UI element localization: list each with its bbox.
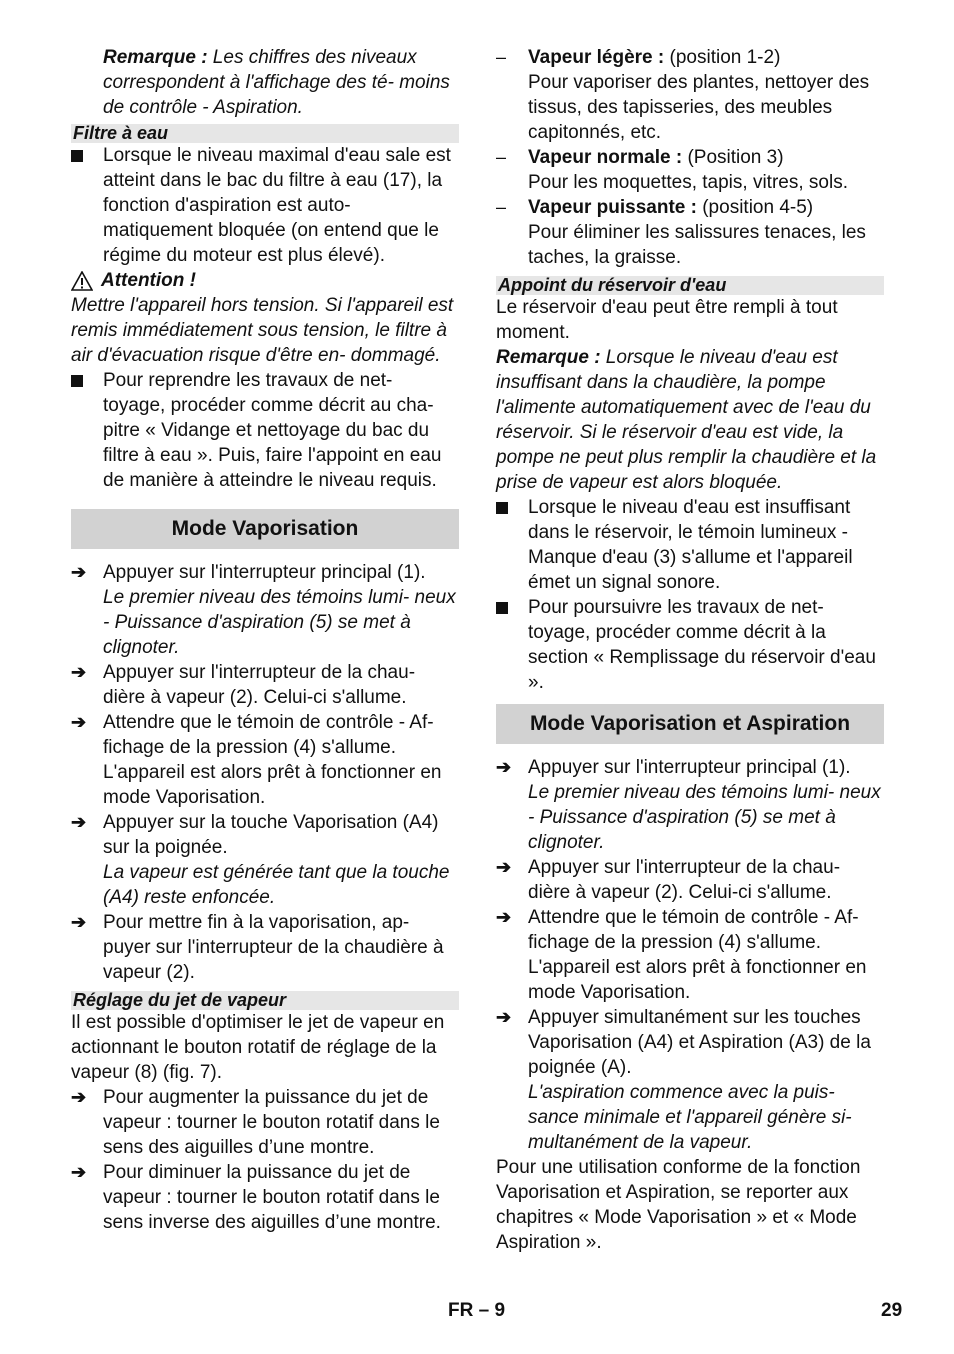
note-label: Remarque : [103, 47, 208, 68]
resume-bullet: Pour reprendre les travaux de net- toyage, procéder comme décrit au cha- pitre « Vidange et nettoyage du bac du filtre à eau ». Puis, faire l'appoint en eau de manière à atteindre le niveau requis. [71, 368, 459, 493]
bullet-text: Lorsque le niveau d'eau est insuffisant dans le réservoir, le témoin lumineux - Manque d'eau (3) s'allume et l'appareil émet un signal sonore. [528, 497, 853, 593]
bullet-item [496, 495, 884, 595]
filter-heading: Filtre à eau [71, 124, 459, 143]
steam-level-item [496, 195, 884, 270]
combo-outro: Pour une utilisation conforme de la fonction Vaporisation et Aspiration, se reporter aux chapitres « Mode Vaporisation » et « Mode Aspiration ». [496, 1157, 861, 1253]
section-number: FR – 9 [448, 1300, 506, 1321]
page-number: 29 [881, 1300, 903, 1321]
refill-note: Remarque : Lorsque le niveau d'eau est insuffisant dans la chaudière, la pompe l'alimente automatiquement avec de l'eau du réservoir. Si le réservoir d'eau est vide, la pompe ne peut plus remplir la chaudière et la prise de vapeur est alors bloquée. [496, 347, 877, 493]
square-bullet-icon [71, 143, 95, 169]
arrow-right-icon: ➔ [496, 757, 512, 777]
arrow-right-icon: ➔ [496, 907, 512, 927]
arrow-right-icon: ➔ [71, 912, 87, 932]
arrow-right-icon: ➔ [496, 1007, 512, 1027]
arrow-right-icon: ➔ [496, 857, 512, 877]
step-item [71, 660, 459, 710]
step-text: Pour augmenter la puissance du jet de vapeur : tourner le bouton rotatif dans le sens des aiguilles d’une montre. [103, 1087, 440, 1158]
step-item [71, 1085, 459, 1160]
steam-level-position: (position 1-2) [664, 47, 781, 68]
step-item [496, 1005, 884, 1155]
steam-level-desc: Pour vaporiser des plantes, nettoyer des tissus, des tapisseries, des meubles capitonnés, etc. [528, 72, 870, 143]
warning-triangle-icon [71, 271, 93, 291]
filter-bullet: Lorsque le niveau maximal d'eau sale est atteint dans le bac du filtre à eau (17), la fonction d'aspiration est auto- matiquement bloquée (on entend que le régime du moteur est plus élevé). [71, 143, 459, 268]
step-item [496, 905, 884, 1005]
steam-level-item [496, 145, 884, 195]
step-item [71, 1160, 459, 1235]
step-item [496, 855, 884, 905]
dash-bullet-icon: – [496, 47, 507, 67]
steam-level-desc: Pour éliminer les salissures tenaces, les taches, la graisse. [528, 222, 866, 268]
arrow-right-icon: ➔ [71, 812, 87, 832]
dash-bullet-icon: – [496, 147, 507, 167]
steam-level-label: Vapeur puissante : [528, 197, 697, 218]
steam-level-head [528, 145, 884, 170]
steam-level-head [528, 195, 884, 220]
steam-level-position: (Position 3) [682, 147, 784, 168]
jet-intro: Il est possible d'optimiser le jet de vapeur en actionnant le bouton rotatif de réglage de la vapeur (8) (fig. 7). [71, 1012, 445, 1083]
step-text: Appuyer sur l'interrupteur principal (1). [103, 562, 426, 583]
arrow-right-icon: ➔ [71, 712, 87, 732]
bullet-item [496, 595, 884, 695]
steam-level-desc: Pour les moquettes, tapis, vitres, sols. [528, 172, 848, 193]
vapor-steps [71, 560, 459, 985]
arrow-right-icon: ➔ [71, 1162, 87, 1182]
step-note: Le premier niveau des témoins lumi- neux - Puissance d'aspiration (5) se met à clignoter. [528, 782, 881, 853]
step-text: Appuyer sur la touche Vaporisation (A4) sur la poignée. [103, 812, 439, 858]
step-text: Appuyer sur l'interrupteur de la chau- dière à vapeur (2). Celui-ci s'allume. [528, 857, 841, 903]
step-item [496, 755, 884, 855]
jet-steps [71, 1085, 459, 1235]
step-text: Appuyer sur l'interrupteur de la chau- dière à vapeur (2). Celui-ci s'allume. [103, 662, 416, 708]
steam-levels [496, 45, 884, 270]
note-text: Les chiffres des niveaux correspondent à l'affichage des té- moins de contrôle - Aspiration. [103, 47, 450, 118]
refill-heading: Appoint du réservoir d'eau [496, 276, 884, 295]
attention-text: Mettre l'appareil hors tension. Si l'appareil est remis immédiatement sous tension, le filtre à air d'évacuation risque d'être en- dommagé. [71, 295, 454, 366]
step-text: Attendre que le témoin de contrôle - Af- fichage de la pression (4) s'allume. L'appareil est alors prêt à fonctionner en mode Vaporisation. [103, 712, 442, 808]
square-bullet-icon [71, 368, 95, 394]
combo-steps [496, 755, 884, 1155]
refill-intro: Le réservoir d'eau peut être rempli à tout moment. [496, 297, 838, 343]
step-text: Pour mettre fin à la vaporisation, ap- puyer sur l'interrupteur de la chaudière à vapeur (2). [103, 912, 444, 983]
arrow-right-icon: ➔ [71, 662, 87, 682]
step-item [71, 910, 459, 985]
bullet-text: Pour poursuivre les travaux de net- toyage, procéder comme décrit à la section « Remplissage du réservoir d'eau ». [528, 597, 876, 693]
step-text: Pour diminuer la puissance du jet de vapeur : tourner le bouton rotatif dans le sens inverse des aiguilles d’une montre. [103, 1162, 441, 1233]
steam-level-label: Vapeur légère : [528, 47, 665, 68]
steam-level-head [528, 45, 884, 70]
step-text: Appuyer sur l'interrupteur principal (1). [528, 757, 851, 778]
combo-mode-heading: Mode Vaporisation et Aspiration [496, 704, 884, 744]
arrow-right-icon: ➔ [71, 1087, 87, 1107]
arrow-right-icon: ➔ [71, 562, 87, 582]
attention-warning [71, 268, 459, 293]
step-note: Le premier niveau des témoins lumi- neux - Puissance d'aspiration (5) se met à clignoter. [103, 587, 456, 658]
step-text: Attendre que le témoin de contrôle - Af- fichage de la pression (4) s'allume. L'appareil est alors prêt à fonctionner en mode Vaporisation. [528, 907, 867, 1003]
left-column [71, 45, 459, 1235]
step-item [71, 560, 459, 660]
refill-bullets [496, 495, 884, 695]
steam-level-item [496, 45, 884, 145]
step-item [71, 710, 459, 810]
attention-label: Attention ! [101, 270, 196, 291]
right-column [496, 45, 884, 1255]
steam-level-label: Vapeur normale : [528, 147, 683, 168]
jet-heading: Réglage du jet de vapeur [71, 991, 459, 1010]
step-note: L'aspiration commence avec la puis- sance minimale et l'appareil génère si- multanément de la vapeur. [528, 1082, 852, 1153]
step-item [71, 810, 459, 910]
dash-bullet-icon: – [496, 197, 507, 217]
step-text: Appuyer simultanément sur les touches Vaporisation (A4) et Aspiration (A3) de la poignée (A). [528, 1007, 871, 1078]
steam-level-position: (position 4-5) [696, 197, 814, 218]
step-note: La vapeur est générée tant que la touche (A4) reste enfoncée. [103, 862, 450, 908]
square-bullet-icon [496, 495, 520, 521]
vapor-mode-heading: Mode Vaporisation [71, 509, 459, 549]
square-bullet-icon [496, 595, 520, 621]
level-note [71, 45, 459, 120]
